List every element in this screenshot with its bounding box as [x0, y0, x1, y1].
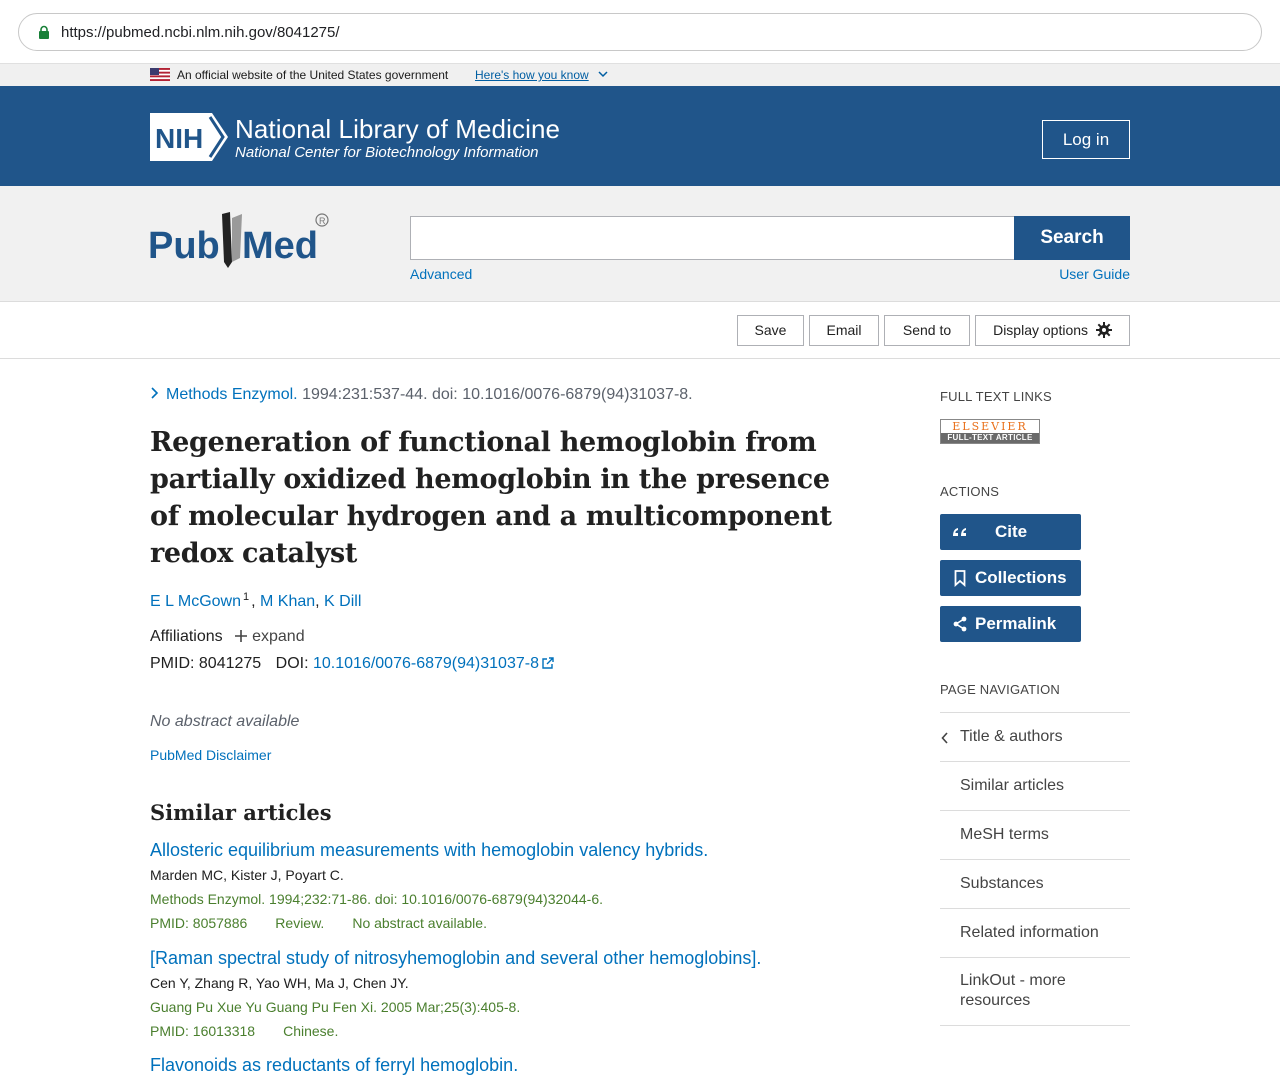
chevron-right-icon[interactable] [150, 387, 160, 399]
similar-article-title[interactable]: Flavonoids as reductants of ferryl hemoglobin. [150, 1055, 519, 1075]
collections-label: Collections [975, 568, 1067, 587]
pmid-value: 8041275 [198, 655, 262, 672]
share-icon [952, 616, 968, 632]
permalink-label: Permalink [975, 614, 1057, 633]
no-abstract-text: No abstract available [150, 713, 300, 730]
external-link-icon [542, 657, 554, 669]
doi-label: DOI: [275, 655, 309, 672]
similar-article-citation: Methods Enzymol. 1994;232:71-86. doi: 10.1016/0076-6879(94)32044-6. [150, 891, 603, 907]
actions-heading: ACTIONS [940, 484, 1000, 499]
pubmed-logo[interactable] [148, 208, 334, 274]
search-area [0, 186, 1280, 302]
chevron-left-icon [941, 732, 949, 744]
page-nav-label: Title & authors [960, 728, 1063, 745]
citation-text: 1994:231:537-44. doi: 10.1016/0076-6879(94)31037-8. [302, 386, 693, 403]
pmid-label: PMID: [150, 655, 195, 672]
nlm-header [0, 86, 1280, 186]
page-nav-item[interactable] [940, 761, 1130, 810]
similar-article-pmid: PMID: 8057886 [150, 915, 248, 931]
page-nav-item[interactable] [940, 712, 1130, 761]
nih-logo[interactable] [150, 113, 228, 161]
elsevier-full-text-link[interactable] [940, 419, 1040, 444]
pubmed-disclaimer-link[interactable]: PubMed Disclaimer [150, 747, 272, 763]
similar-article-authors: Cen Y, Zhang R, Yao WH, Ma J, Chen JY. [150, 975, 409, 991]
page-nav-label: MeSH terms [960, 826, 1049, 843]
similar-article [150, 840, 870, 931]
address-bar[interactable] [18, 13, 1262, 51]
page-nav-label: Similar articles [960, 777, 1065, 794]
display-options-label: Display options [993, 322, 1089, 338]
advanced-search-link[interactable]: Advanced [410, 266, 473, 282]
author-link[interactable]: M Khan [260, 593, 316, 610]
author-link[interactable]: K Dill [324, 593, 362, 610]
similar-article-title[interactable]: Allosteric equilibrium measurements with hemoglobin valency hybrids. [150, 840, 709, 860]
similar-article [150, 948, 870, 1039]
similar-article [150, 1055, 870, 1076]
article-title: Regeneration of functional hemoglobin from partially oxidized hemoglobin in the presence of molecular hydrogen and a multicomponent redox catalyst [150, 427, 832, 569]
us-flag-icon [150, 68, 170, 81]
page-navigation [940, 712, 1130, 1026]
page-nav-label: LinkOut - more resources [960, 972, 1066, 1009]
similar-article-note: No abstract available. [352, 915, 487, 931]
page-nav-label: Related information [960, 924, 1099, 941]
expand-affiliations-button[interactable] [235, 628, 305, 645]
author-list: E L McGown $^1$ , M Khan, K Dill [150, 591, 362, 610]
page-nav-item[interactable] [940, 908, 1130, 957]
gov-banner-text: An official website of the United States government [177, 68, 449, 82]
page-nav-item[interactable] [940, 957, 1130, 1026]
svg-text:R: R [319, 216, 326, 226]
gov-banner [0, 63, 1280, 86]
affiliations-label: Affiliations [150, 628, 223, 645]
gear-icon [1096, 322, 1112, 338]
identifiers-row [150, 655, 554, 673]
lock-icon [39, 26, 49, 39]
similar-article-citation: Guang Pu Xue Yu Guang Pu Fen Xi. 2005 Mar;25(3):405-8. [150, 999, 521, 1015]
login-button[interactable]: Log in [1042, 120, 1130, 159]
nih-logo-text: NIH [155, 123, 204, 154]
permalink-button[interactable] [940, 606, 1081, 642]
search-button[interactable]: Search [1014, 216, 1130, 260]
page-navigation-heading: PAGE NAVIGATION [940, 682, 1061, 697]
similar-article-meta [150, 1023, 870, 1039]
similar-article-authors: Marden MC, Kister J, Poyart C. [150, 867, 344, 883]
full-text-article-label: FULL-TEXT ARTICLE [941, 433, 1039, 443]
doi-link[interactable]: 10.1016/0076-6879(94)31037-8 [313, 655, 539, 672]
page-nav-item[interactable] [940, 810, 1130, 859]
similar-article-meta [150, 915, 870, 931]
similar-article-type: Review. [275, 915, 325, 931]
svg-text:Med: Med [242, 225, 318, 267]
browser-chrome [0, 0, 1280, 63]
quote-icon [952, 524, 968, 540]
email-button[interactable]: Email [809, 315, 879, 346]
collections-button[interactable] [940, 560, 1081, 596]
user-guide-link[interactable]: User Guide [1059, 266, 1130, 282]
nlm-title[interactable]: National Library of Medicine [235, 114, 561, 144]
author-link[interactable]: E L McGown [150, 593, 241, 610]
svg-text:Pub: Pub [148, 225, 220, 267]
journal-citation [150, 386, 693, 404]
article-toolbar [0, 302, 1280, 359]
expand-label: expand [252, 628, 305, 645]
cite-label: Cite [995, 522, 1028, 541]
nlm-subtitle: National Center for Biotechnology Information [235, 144, 539, 161]
elsevier-logo-text: ELSEVIER [941, 420, 1039, 433]
similar-article-type: Chinese. [283, 1023, 339, 1039]
journal-link[interactable]: Methods Enzymol. [166, 386, 298, 403]
page-nav-item[interactable] [940, 859, 1130, 908]
affiliation-ref[interactable]: 1 [243, 591, 250, 603]
url-text[interactable]: https://pubmed.ncbi.nlm.nih.gov/8041275/ [61, 24, 340, 41]
cite-button[interactable] [940, 514, 1081, 550]
similar-article-title[interactable]: [Raman spectral study of nitrosyhemoglobin and several other hemoglobins]. [150, 948, 762, 968]
affiliations-row [150, 628, 305, 646]
similar-articles-heading: Similar articles [150, 800, 332, 825]
send-to-button[interactable]: Send to [884, 315, 970, 346]
search-input[interactable] [410, 216, 1015, 260]
heres-how-you-know-link[interactable]: Here's how you know [475, 68, 589, 82]
display-options-button[interactable] [975, 315, 1130, 346]
chevron-down-icon[interactable] [598, 70, 608, 78]
save-button[interactable]: Save [737, 315, 804, 346]
bookmark-icon [952, 570, 968, 586]
full-text-links-heading: FULL TEXT LINKS [940, 389, 1052, 404]
page-nav-label: Substances [960, 875, 1044, 892]
similar-article-pmid: PMID: 16013318 [150, 1023, 256, 1039]
plus-icon [235, 630, 247, 642]
